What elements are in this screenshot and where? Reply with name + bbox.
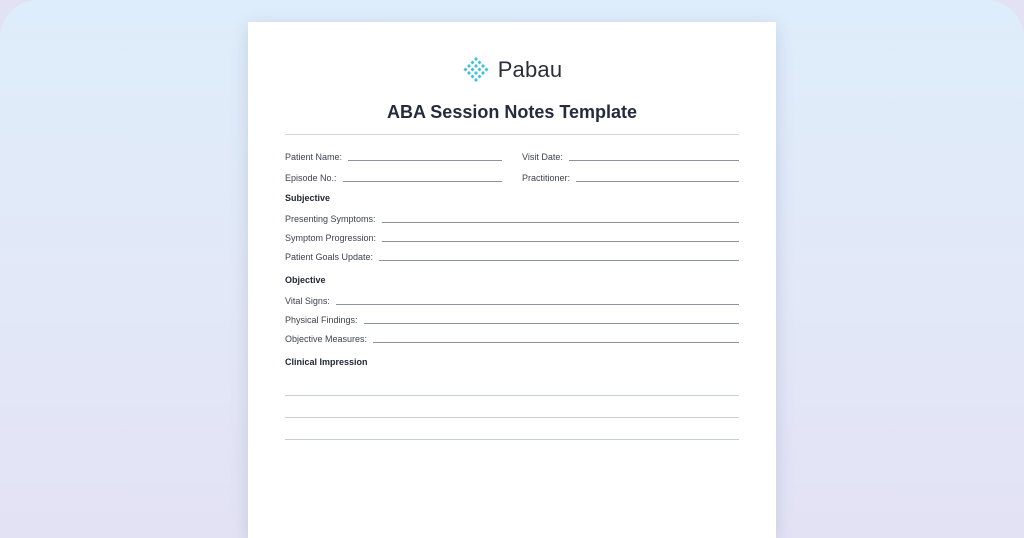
clinical-impression-line-2[interactable]	[285, 417, 739, 418]
section-title-subjective: Subjective	[285, 193, 331, 203]
pabau-logo	[248, 56, 776, 84]
patient-goals-update-line[interactable]	[379, 260, 739, 261]
episode-no-field[interactable]	[285, 171, 502, 183]
section-title-clinical-impression: Clinical Impression	[285, 357, 368, 367]
vital-signs-label: Vital Signs:	[285, 296, 330, 306]
template-document	[248, 22, 776, 538]
visit-date-label: Visit Date:	[522, 152, 563, 162]
logo-text: Pabau	[497, 57, 563, 82]
objective-measures-field[interactable]	[285, 332, 739, 344]
presenting-symptoms-field[interactable]	[285, 212, 739, 224]
patient-name-line[interactable]	[348, 160, 502, 161]
section-title-objective: Objective	[285, 275, 326, 285]
objective-measures-line[interactable]	[373, 342, 739, 343]
document-title: ABA Session Notes Template	[386, 102, 638, 122]
visit-date-field[interactable]	[522, 150, 739, 162]
physical-findings-field[interactable]	[285, 313, 739, 325]
physical-findings-label: Physical Findings:	[285, 315, 358, 325]
practitioner-field[interactable]	[522, 171, 739, 183]
symptom-progression-field[interactable]	[285, 231, 739, 243]
clinical-impression-line-3[interactable]	[285, 439, 739, 440]
symptom-progression-label: Symptom Progression:	[285, 233, 377, 243]
practitioner-line[interactable]	[576, 181, 739, 182]
clinical-impression-line-1[interactable]	[285, 395, 739, 396]
pabau-diamond-icon	[462, 56, 490, 84]
episode-no-label: Episode No.:	[285, 173, 337, 183]
objective-measures-label: Objective Measures:	[285, 334, 368, 344]
visit-date-line[interactable]	[569, 160, 739, 161]
vital-signs-field[interactable]	[285, 294, 739, 306]
patient-name-label: Patient Name:	[285, 152, 343, 162]
patient-name-field[interactable]	[285, 150, 502, 162]
presenting-symptoms-line[interactable]	[382, 222, 739, 223]
title-divider	[285, 134, 739, 135]
vital-signs-line[interactable]	[336, 304, 739, 305]
physical-findings-line[interactable]	[364, 323, 739, 324]
presenting-symptoms-label: Presenting Symptoms:	[285, 214, 376, 224]
patient-goals-update-label: Patient Goals Update:	[285, 252, 374, 262]
symptom-progression-line[interactable]	[382, 241, 739, 242]
patient-goals-update-field[interactable]	[285, 250, 739, 262]
practitioner-label: Practitioner:	[522, 173, 571, 183]
episode-no-line[interactable]	[343, 181, 502, 182]
